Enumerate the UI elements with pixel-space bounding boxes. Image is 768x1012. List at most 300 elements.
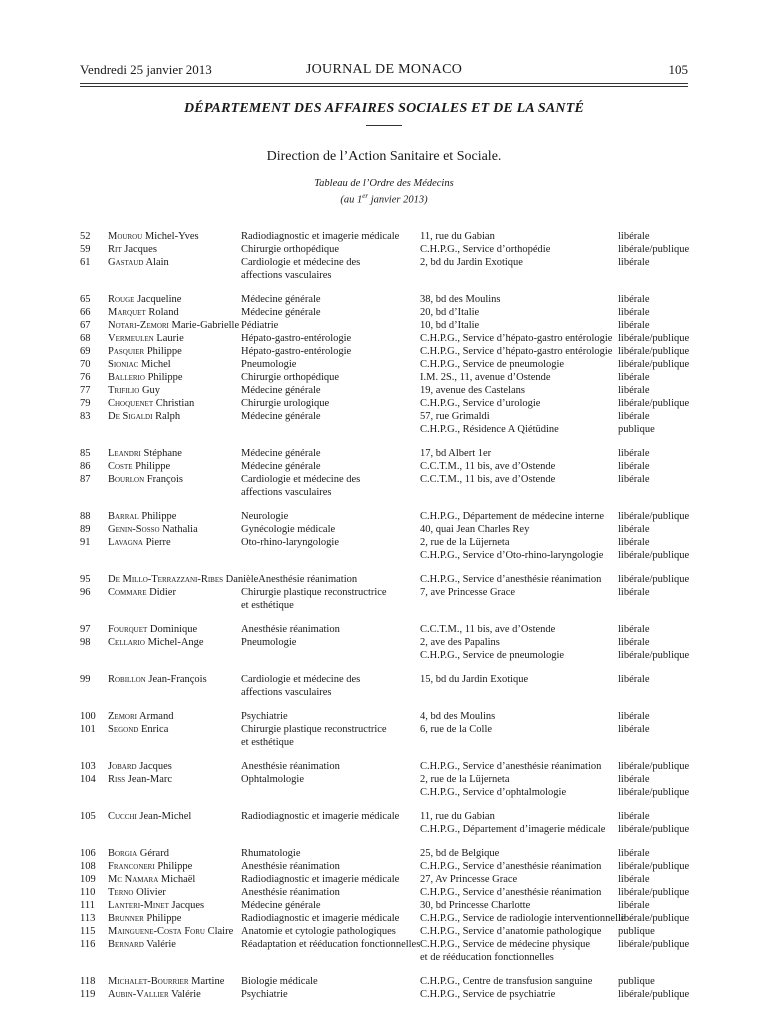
address: C.H.P.G., Service d’anesthésie réanimation — [420, 887, 602, 898]
table-group — [0, 975, 768, 1001]
address: 25, bd de Belgique — [420, 848, 500, 859]
practice-status: libérale/publique — [618, 511, 690, 522]
physician-given-name: Jean-Michel — [139, 811, 192, 822]
physician-name — [108, 397, 194, 410]
member-number: 118 — [80, 976, 96, 987]
address: I.M. 2S., 11, avenue d’Ostende — [420, 372, 551, 383]
table-row — [0, 345, 768, 358]
table-row — [0, 710, 768, 723]
member-number: 105 — [80, 811, 96, 822]
address: C.C.T.M., 11 bis, ave d’Ostende — [420, 461, 556, 472]
table-group — [0, 573, 768, 612]
physician-surname: Cellario — [108, 637, 145, 648]
specialty: affections vasculaires — [241, 487, 332, 498]
physician-given-name: Enrica — [140, 724, 169, 735]
specialty: Anatomie et cytologie pathologiques — [241, 926, 396, 937]
practice-status: libérale — [618, 624, 650, 635]
address: 15, bd du Jardin Exotique — [420, 674, 529, 685]
physician-surname: Genin-Sosso — [108, 524, 160, 535]
physician-name — [108, 293, 181, 306]
address: C.H.P.G., Service d’Oto-rhino-laryngologie — [420, 550, 604, 561]
address: 20, bd d’Italie — [420, 307, 480, 318]
physician-given-name: Jacques — [171, 900, 205, 911]
physician-surname: Ballerio — [108, 372, 145, 383]
table-row — [0, 636, 768, 649]
table-row — [0, 293, 768, 306]
member-number: 116 — [80, 939, 96, 950]
member-number: 119 — [80, 989, 96, 1000]
physician-given-name: Danièle — [225, 574, 259, 585]
specialty: Chirurgie urologique — [241, 398, 330, 409]
specialty: Anesthésie réanimation — [241, 861, 340, 872]
physician-given-name: Roland — [148, 307, 179, 318]
member-number: 91 — [80, 537, 91, 548]
member-number: 79 — [80, 398, 91, 409]
address: 2, ave des Papalins — [420, 637, 500, 648]
practice-status: libérale — [618, 411, 650, 422]
physician-name — [108, 988, 201, 1001]
practice-status: libérale/publique — [618, 861, 690, 872]
practice-status: libérale — [618, 900, 650, 911]
practice-status: libérale — [618, 448, 650, 459]
member-number: 83 — [80, 411, 91, 422]
practice-status: libérale/publique — [618, 913, 690, 924]
physician-surname: Terno — [108, 887, 134, 898]
physician-name — [108, 536, 171, 549]
physician-name — [108, 975, 224, 988]
practice-status: libérale — [618, 257, 650, 268]
address: 57, rue Grimaldi — [420, 411, 490, 422]
physician-given-name: Olivier — [136, 887, 166, 898]
member-number: 52 — [80, 231, 91, 242]
member-number: 89 — [80, 524, 91, 535]
table-group — [0, 673, 768, 699]
address: C.H.P.G., Service d’ophtalmologie — [420, 787, 567, 798]
physician-name — [108, 332, 184, 345]
specialty: Anesthésie réanimation — [241, 624, 340, 635]
practice-status: libérale/publique — [618, 244, 690, 255]
address: C.H.P.G., Résidence A Qiétüdine — [420, 424, 559, 435]
address: C.H.P.G., Service d’anesthésie réanimation — [420, 761, 602, 772]
table-row — [0, 423, 768, 436]
specialty: Chirurgie orthopédique — [241, 372, 340, 383]
address: C.C.T.M., 11 bis, ave d’Ostende — [420, 624, 556, 635]
physician-given-name: Guy — [141, 385, 161, 396]
physician-given-name: Jean-François — [148, 674, 207, 685]
table-row — [0, 773, 768, 786]
member-number: 59 — [80, 244, 91, 255]
address: 2, bd du Jardin Exotique — [420, 257, 523, 268]
member-number: 86 — [80, 461, 91, 472]
member-number: 113 — [80, 913, 96, 924]
specialty: Réadaptation et rééducation fonctionnelles — [241, 939, 421, 950]
physician-surname: Brunner — [108, 913, 144, 924]
table-row — [0, 447, 768, 460]
table-row — [0, 599, 768, 612]
physician-given-name: Gérard — [139, 848, 169, 859]
specialty: et esthétique — [241, 737, 294, 748]
table-group — [0, 293, 768, 436]
member-number: 101 — [80, 724, 96, 735]
physician-given-name: Ralph — [155, 411, 181, 422]
physician-surname: Coste — [108, 461, 133, 472]
table-row — [0, 951, 768, 964]
address: et de rééducation fonctionnelles — [420, 952, 554, 963]
address: C.H.P.G., Département d’imagerie médicale — [420, 824, 606, 835]
practice-status: libérale/publique — [618, 787, 690, 798]
table-row — [0, 486, 768, 499]
specialty: Médecine générale — [241, 294, 321, 305]
physician-name — [108, 447, 182, 460]
address: C.C.T.M., 11 bis, ave d’Ostende — [420, 474, 556, 485]
physician-given-name: Jacques — [139, 761, 172, 772]
table-row — [0, 623, 768, 636]
physician-surname: Notari-Zemori — [108, 320, 169, 331]
journal-title: JOURNAL DE MONACO — [305, 62, 463, 77]
physician-surname: Vermeulen — [108, 333, 154, 344]
table-row — [0, 523, 768, 536]
address: 11, rue du Gabian — [420, 231, 495, 242]
address: C.H.P.G., Service d’orthopédie — [420, 244, 551, 255]
address: 4, bd des Moulins — [420, 711, 496, 722]
department-title: DÉPARTEMENT DES AFFAIRES SOCIALES ET DE LA SANTÉ — [183, 101, 585, 116]
physician-name — [108, 773, 172, 786]
physician-surname: Mourou — [108, 231, 143, 242]
practice-status: libérale/publique — [618, 989, 690, 1000]
address: C.H.P.G., Service d’anesthésie réanimation — [420, 574, 602, 585]
table-row — [0, 549, 768, 562]
physician-given-name: Valérie — [171, 989, 201, 1000]
specialty: Psychiatrie — [241, 989, 288, 1000]
specialty: Biologie médicale — [241, 976, 318, 987]
table-row — [0, 925, 768, 938]
physician-given-name: Stéphane — [143, 448, 182, 459]
address: 7, ave Princesse Grace — [420, 587, 516, 598]
specialty: Gynécologie médicale — [241, 524, 336, 535]
specialty: Chirurgie plastique reconstructrice — [241, 587, 387, 598]
member-number: 85 — [80, 448, 91, 459]
physician-given-name: Michel-Ange — [147, 637, 204, 648]
specialty: Médecine générale — [241, 448, 321, 459]
table-title-line1: Tableau de l’Ordre des Médecins — [314, 178, 454, 189]
physician-name — [108, 912, 181, 925]
member-number: 87 — [80, 474, 91, 485]
address: C.H.P.G., Service d’hépato-gastro entérologie — [420, 346, 613, 357]
practice-status: libérale — [618, 637, 650, 648]
physician-name — [108, 636, 204, 649]
specialty: Anesthésie réanimation — [258, 574, 358, 585]
physician-surname: Sioniac — [108, 359, 139, 370]
table-row — [0, 860, 768, 873]
practice-status: libérale — [618, 231, 650, 242]
practice-status: libérale/publique — [618, 333, 690, 344]
practice-status: libérale — [618, 587, 650, 598]
physician-surname: Leandri — [108, 448, 141, 459]
address: 2, rue de la Lüjerneta — [420, 774, 510, 785]
physician-surname: Segond — [108, 724, 139, 735]
address: 17, bd Albert 1er — [420, 448, 492, 459]
physician-surname: Rit — [108, 244, 122, 255]
member-number: 69 — [80, 346, 91, 357]
practice-status: libérale — [618, 874, 650, 885]
specialty: Médecine générale — [241, 385, 321, 396]
practice-status: libérale — [618, 811, 650, 822]
practice-status: libérale — [618, 774, 650, 785]
practice-status: libérale — [618, 320, 650, 331]
table-row — [0, 410, 768, 423]
physician-given-name: Laurie — [156, 333, 184, 344]
member-number: 88 — [80, 511, 91, 522]
specialty: Pédiatrie — [241, 320, 279, 331]
table-row — [0, 847, 768, 860]
address: C.H.P.G., Centre de transfusion sanguine — [420, 976, 593, 987]
table-row — [0, 473, 768, 486]
physician-given-name: Jacques — [124, 244, 157, 255]
physician-name — [108, 319, 239, 332]
physician-given-name: Philippe — [157, 861, 193, 872]
table-title — [0, 177, 768, 207]
practice-status: libérale/publique — [618, 359, 690, 370]
specialty: Chirurgie plastique reconstructrice — [241, 724, 387, 735]
physician-surname: Rouge — [108, 294, 135, 305]
specialty: affections vasculaires — [241, 687, 332, 698]
member-number: 65 — [80, 294, 91, 305]
table-row — [0, 673, 768, 686]
member-number: 68 — [80, 333, 91, 344]
practice-status: libérale/publique — [618, 887, 690, 898]
physician-surname: Bourlon — [108, 474, 145, 485]
table-row — [0, 371, 768, 384]
specialty: Hépato-gastro-entérologie — [241, 333, 352, 344]
member-number: 66 — [80, 307, 91, 318]
physician-name — [108, 723, 168, 736]
header-rule-top — [80, 83, 688, 84]
direction-title: Direction de l’Action Sanitaire et Sociale. — [266, 149, 502, 164]
practice-status: libérale — [618, 724, 650, 735]
address: C.H.P.G., Département de médecine interne — [420, 511, 604, 522]
physician-given-name: Michel — [140, 359, 171, 370]
physician-surname: Marquet — [108, 307, 146, 318]
physician-name — [108, 925, 233, 938]
practice-status: libérale/publique — [618, 824, 690, 835]
physician-name — [108, 256, 169, 269]
specialty: Médecine générale — [241, 461, 321, 472]
specialty: Pneumologie — [241, 359, 297, 370]
physicians-table — [0, 230, 768, 1012]
member-number: 110 — [80, 887, 96, 898]
physician-name — [108, 886, 166, 899]
physician-surname: Gastaud — [108, 257, 144, 268]
physician-name — [108, 523, 198, 536]
table-row — [0, 975, 768, 988]
specialty: Radiodiagnostic et imagerie médicale — [241, 874, 400, 885]
table-title-line2: (au 1er janvier 2013) — [340, 192, 428, 206]
practice-status: libérale — [618, 461, 650, 472]
specialty: Anesthésie réanimation — [241, 761, 340, 772]
practice-status: publique — [618, 926, 655, 937]
section-divider — [366, 125, 402, 126]
practice-status: libérale — [618, 537, 650, 548]
physician-surname: Borgia — [108, 848, 138, 859]
practice-status: publique — [618, 976, 655, 987]
table-row — [0, 306, 768, 319]
address: C.H.P.G., Service de pneumologie — [420, 650, 565, 661]
member-number: 108 — [80, 861, 96, 872]
table-row — [0, 256, 768, 269]
table-row — [0, 319, 768, 332]
table-row — [0, 243, 768, 256]
practice-status: libérale — [618, 294, 650, 305]
table-row — [0, 736, 768, 749]
page-number: 105 — [668, 62, 688, 77]
practice-status: libérale — [618, 848, 650, 859]
physician-surname: Pasquier — [108, 346, 145, 357]
physician-name — [108, 873, 195, 886]
physician-name — [108, 710, 173, 723]
physician-surname: Lanteri-Minet — [108, 900, 169, 911]
physician-name — [108, 573, 357, 586]
physician-surname: De Sigaldi — [108, 411, 153, 422]
physician-surname: Choquenet — [108, 398, 154, 409]
address: C.H.P.G., Service d’anesthésie réanimation — [420, 861, 602, 872]
physician-name — [108, 586, 176, 599]
header-rule-bottom — [80, 86, 688, 87]
address: 27, Av Princesse Grace — [420, 874, 518, 885]
physician-name — [108, 410, 180, 423]
physician-given-name: Michaël — [160, 874, 196, 885]
practice-status: libérale/publique — [618, 398, 690, 409]
address: 40, quai Jean Charles Rey — [420, 524, 530, 535]
physician-given-name: Valérie — [146, 939, 176, 950]
member-number: 104 — [80, 774, 96, 785]
table-row — [0, 230, 768, 243]
physician-given-name: Dominique — [149, 624, 198, 635]
physician-name — [108, 899, 204, 912]
physician-given-name: Philippe — [141, 511, 177, 522]
table-group — [0, 810, 768, 836]
practice-status: libérale/publique — [618, 761, 690, 772]
specialty: Rhumatologie — [241, 848, 301, 859]
physician-given-name: Michel-Yves — [144, 231, 199, 242]
address: C.H.P.G., Service de pneumologie — [420, 359, 565, 370]
table-row — [0, 510, 768, 523]
table-group — [0, 847, 768, 964]
physician-surname: Bernard — [108, 939, 144, 950]
table-row — [0, 686, 768, 699]
physician-surname: De Millo-Terrazzani-Ribes — [108, 574, 223, 585]
physician-surname: Aubin-Vallier — [108, 989, 169, 1000]
table-row — [0, 573, 768, 586]
physician-given-name: Alain — [145, 257, 169, 268]
physician-given-name: Didier — [149, 587, 176, 598]
table-row — [0, 460, 768, 473]
address: 19, avenue des Castelans — [420, 385, 525, 396]
practice-status: libérale — [618, 372, 650, 383]
address: 10, bd d’Italie — [420, 320, 480, 331]
practice-status: publique — [618, 424, 655, 435]
physician-surname: Lavagna — [108, 537, 143, 548]
physician-name — [108, 673, 207, 686]
practice-status: libérale/publique — [618, 550, 690, 561]
table-row — [0, 586, 768, 599]
member-number: 98 — [80, 637, 91, 648]
table-group — [0, 710, 768, 749]
specialty: Chirurgie orthopédique — [241, 244, 340, 255]
physician-surname: Cucchi — [108, 811, 137, 822]
physician-surname: Trifilio — [108, 385, 140, 396]
specialty: Hépato-gastro-entérologie — [241, 346, 352, 357]
physician-name — [108, 243, 157, 256]
physician-surname: Zemori — [108, 711, 137, 722]
physician-given-name: Philippe — [147, 372, 183, 383]
member-number: 95 — [80, 574, 91, 585]
specialty: et esthétique — [241, 600, 294, 611]
member-number: 97 — [80, 624, 91, 635]
practice-status: libérale — [618, 711, 650, 722]
table-row — [0, 938, 768, 951]
physician-surname: Fourquet — [108, 624, 148, 635]
table-row — [0, 886, 768, 899]
physician-surname: Jobard — [108, 761, 137, 772]
practice-status: libérale — [618, 524, 650, 535]
address: 11, rue du Gabian — [420, 811, 495, 822]
physician-given-name: Philippe — [146, 346, 182, 357]
member-number: 99 — [80, 674, 91, 685]
table-row — [0, 536, 768, 549]
specialty: Médecine générale — [241, 411, 321, 422]
address: 2, rue de la Lüjerneta — [420, 537, 510, 548]
table-row — [0, 760, 768, 773]
specialty: Oto-rhino-laryngologie — [241, 537, 339, 548]
physician-name — [108, 847, 169, 860]
specialty: Anesthésie réanimation — [241, 887, 340, 898]
practice-status: libérale/publique — [618, 574, 690, 585]
member-number: 96 — [80, 587, 91, 598]
physician-name — [108, 345, 182, 358]
address: C.H.P.G., Service de psychiatrie — [420, 989, 556, 1000]
member-number: 70 — [80, 359, 91, 370]
header-date: Vendredi 25 janvier 2013 — [80, 62, 212, 77]
table-group — [0, 447, 768, 499]
physician-given-name: François — [146, 474, 183, 485]
physician-given-name: Claire — [207, 926, 234, 937]
physician-name — [108, 384, 160, 397]
table-group — [0, 623, 768, 662]
table-row — [0, 397, 768, 410]
physician-name — [108, 306, 179, 319]
table-row — [0, 823, 768, 836]
physician-name — [108, 510, 176, 523]
table-row — [0, 873, 768, 886]
physician-surname: Franconeri — [108, 861, 155, 872]
table-row — [0, 649, 768, 662]
physician-given-name: Armand — [139, 711, 174, 722]
practice-status: libérale — [618, 307, 650, 318]
practice-status: libérale — [618, 385, 650, 396]
member-number: 67 — [80, 320, 91, 331]
specialty: Pneumologie — [241, 637, 297, 648]
address: 6, rue de la Colle — [420, 724, 493, 735]
table-group — [0, 510, 768, 562]
physician-surname: Mainguene-Costa Foru — [108, 926, 205, 937]
table-row — [0, 269, 768, 282]
table-group — [0, 230, 768, 282]
address: 38, bd des Moulins — [420, 294, 501, 305]
address: 30, bd Princesse Charlotte — [420, 900, 531, 911]
member-number: 103 — [80, 761, 96, 772]
table-row — [0, 358, 768, 371]
physician-given-name: Pierre — [145, 537, 171, 548]
